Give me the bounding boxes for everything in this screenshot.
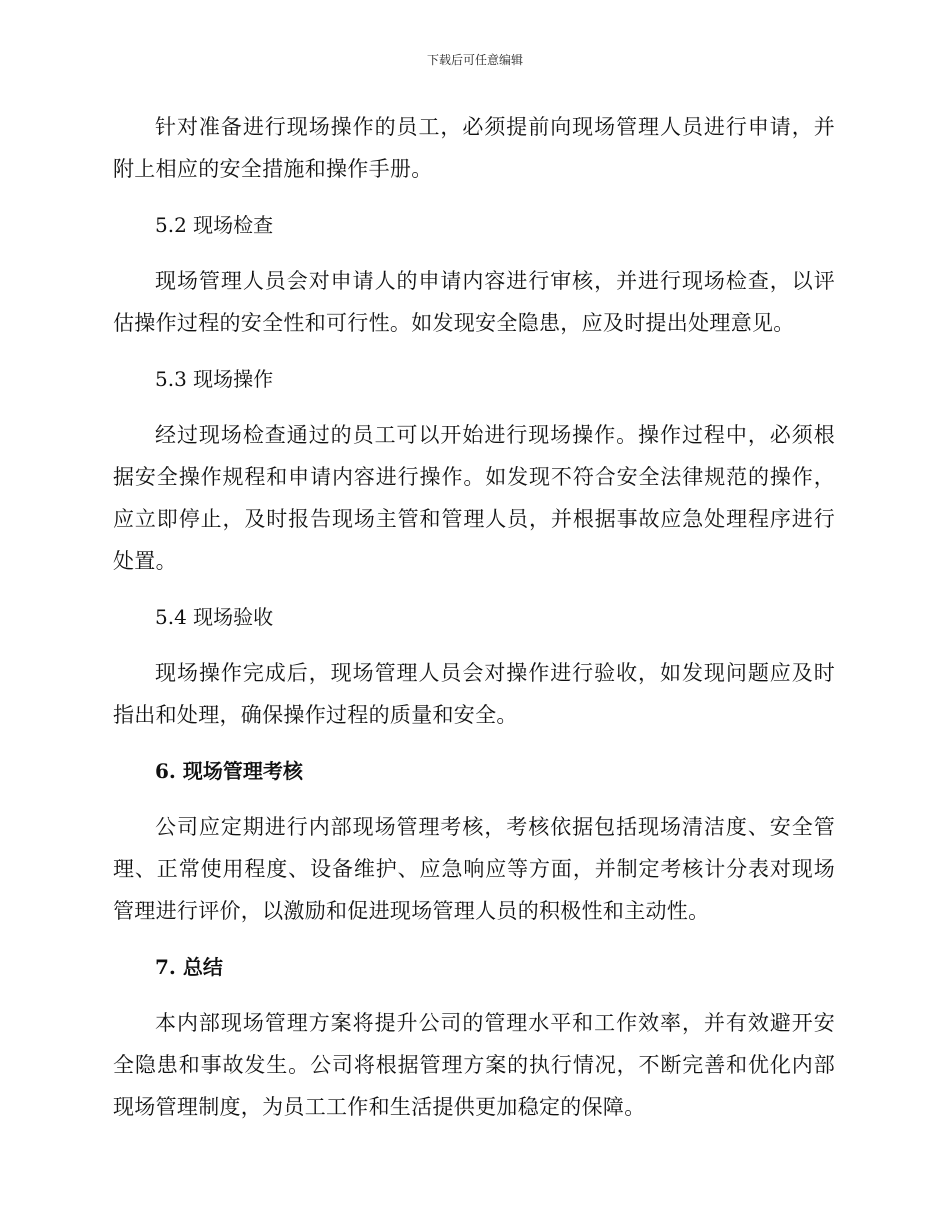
subheading-5-4: 5.4 现场验收: [155, 605, 274, 629]
page-header: 下载后可任意编辑: [426, 53, 523, 67]
subheading-5-2: 5.2 现场检查: [155, 213, 274, 237]
section-heading-7: 7. 总结: [155, 955, 223, 979]
document-body: [113, 106, 835, 1142]
section-heading-6: 6. 现场管理考核: [155, 759, 303, 783]
paragraph-application: 针对准备进行现场操作的员工，必须提前向现场管理人员进行申请，并附上相应的安全措施和操作手册。: [113, 115, 835, 181]
paragraph-assessment: 公司应定期进行内部现场管理考核，考核依据包括现场清洁度、安全管理、正常使用程度、设备维护、应急响应等方面，并制定考核计分表对现场管理进行评价，以激励和促进现场管理人员的积极性和主动性。: [113, 815, 835, 923]
paragraph-site-inspection: 现场管理人员会对申请人的申请内容进行审核，并进行现场检查，以评估操作过程的安全性和可行性。如发现安全隐患，应及时提出处理意见。: [113, 269, 835, 335]
subheading-5-3: 5.3 现场操作: [155, 367, 274, 391]
paragraph-summary: 本内部现场管理方案将提升公司的管理水平和工作效率，并有效避开安全隐患和事故发生。公司将根据管理方案的执行情况，不断完善和优化内部现场管理制度，为员工工作和生活提供更加稳定的保障。: [113, 1011, 835, 1119]
paragraph-site-operation: 经过现场检查通过的员工可以开始进行现场操作。操作过程中，必须根据安全操作规程和申请内容进行操作。如发现不符合安全法律规范的操作，应立即停止，及时报告现场主管和管理人员，并根据事故应急处理程序进行处置。: [113, 423, 835, 573]
paragraph-site-acceptance: 现场操作完成后，现场管理人员会对操作进行验收，如发现问题应及时指出和处理，确保操作过程的质量和安全。: [113, 661, 835, 727]
